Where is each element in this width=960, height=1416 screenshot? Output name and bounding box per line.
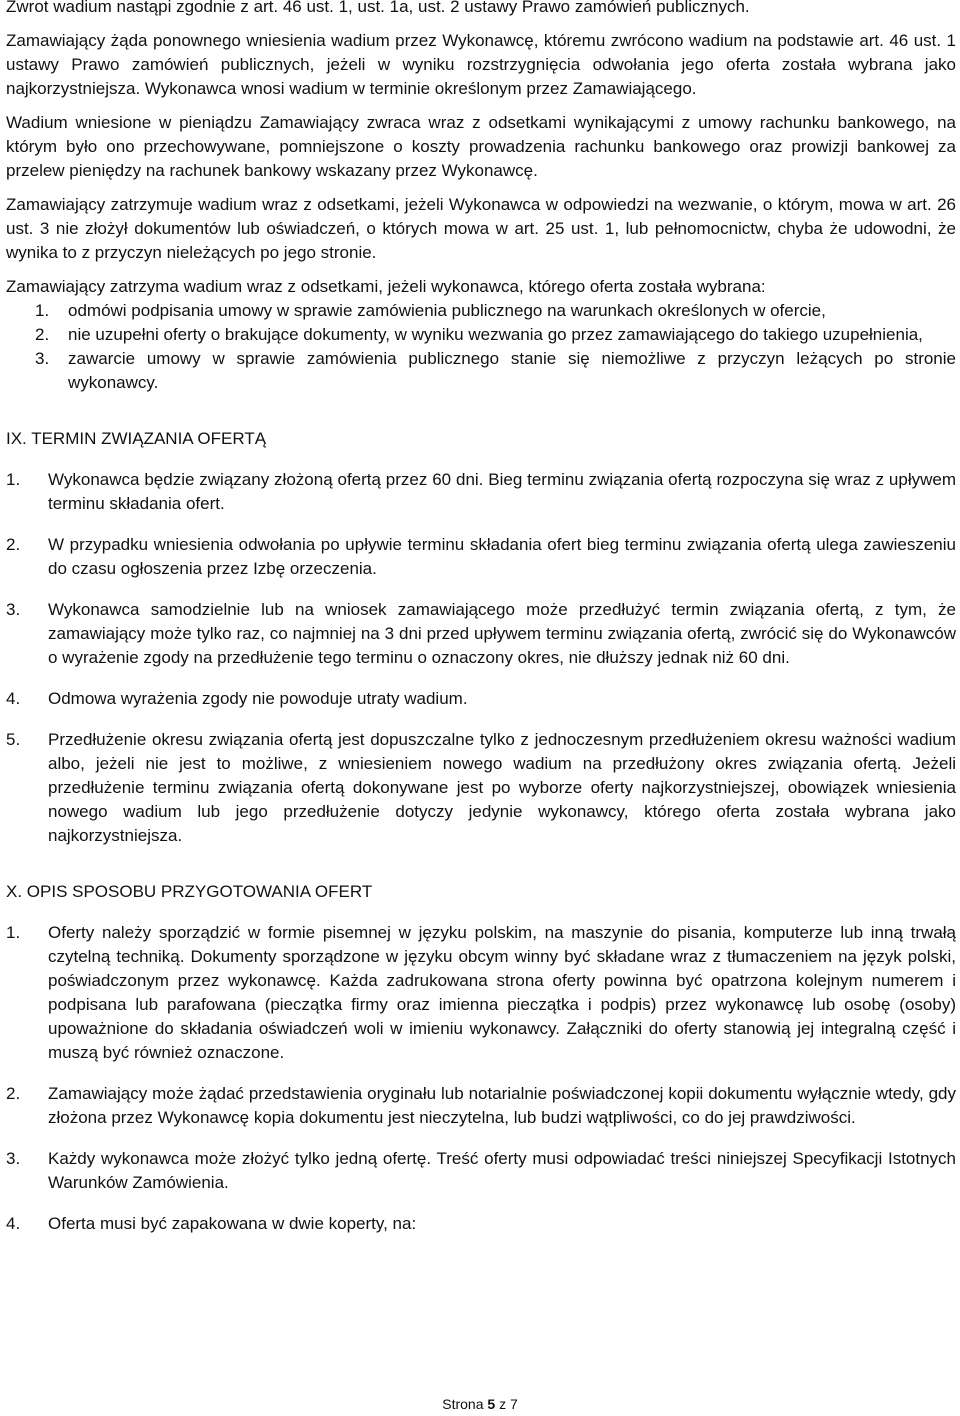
list-item-number: 2.	[6, 535, 21, 554]
paragraph-deposit-return: Zwrot wadium nastąpi zgodnie z art. 46 ust. 1, ust. 1a, ust. 2 ustawy Prawo zamówień publicznych.	[6, 0, 750, 16]
list-item-text: W przypadku wniesienia odwołania po upływie terminu składania ofert bieg terminu związania ofertą ulega zawieszeniu do czasu ogłoszenia przez Izbę orzeczenia.	[48, 535, 956, 578]
list-item	[6, 468, 956, 516]
list-item-text: odmówi podpisania umowy w sprawie zamówienia publicznego na warunkach określonych w ofercie,	[68, 301, 826, 320]
page-total-number: 7	[509, 1396, 518, 1412]
list-item-text: Przedłużenie okresu związania ofertą jest dopuszczalne tylko z jednoczesnym przedłużeniem okresu ważności wadium albo, jeżeli nie jest to możliwe, z wniesieniem nowego wadium na przedłużony okres związania ofertą. Jeżeli przedłużenie terminu związania ofertą dokonywane jest po wyborze oferty najkorzystniejszej, obowiązek wniesienia nowego wadium lub jego przedłużenie dotyczy jedynie wykonawcy, którego oferta została wybrana jako najkorzystniejsza.	[48, 730, 956, 845]
list-item	[6, 533, 956, 581]
paragraph-deposit-retain: Zamawiający zatrzymuje wadium wraz z odsetkami, jeżeli Wykonawca w odpowiedzi na wezwanie, o którym, mowa w art. 26 ust. 3 nie złożył dokumentów lub oświadczeń, o których mowa w art. 25 ust. 1, lub pełnomocnictw, chyba że udowodni, że wynika to z przyczyn nieleżących po jego stronie.	[6, 195, 956, 262]
list-item-number: 3.	[6, 600, 21, 619]
list-item	[6, 347, 956, 395]
list-item	[6, 728, 956, 848]
list-item-number: 4.	[6, 1214, 21, 1233]
list-item-number: 2.	[6, 1084, 21, 1103]
list-item	[6, 299, 956, 323]
list-item	[6, 323, 956, 347]
list-item-text: nie uzupełni oferty o brakujące dokumenty, w wyniku wezwania go przez zamawiającego do takiego uzupełnienia,	[68, 325, 923, 344]
list-item-number: 2.	[35, 325, 50, 344]
list-item-text: Wykonawca samodzielnie lub na wniosek zamawiającego może przedłużyć termin związania ofertą, z tym, że zamawiający może tylko raz, co najmniej na 3 dni przed upływem terminu związania ofertą, zwrócić się do Wykonawców o wyrażenie zgody na przedłużenie tego terminu o oznaczony okres, nie dłuższy jednak niż 60 dni.	[48, 600, 956, 667]
list-item-number: 4.	[6, 689, 21, 708]
section-heading-x: X. OPIS SPOSOBU PRZYGOTOWANIA OFERT	[6, 882, 373, 901]
list-item-text: Odmowa wyrażenia zgody nie powoduje utraty wadium.	[48, 689, 468, 708]
list-item	[6, 1212, 956, 1236]
list-item-text: Wykonawca będzie związany złożoną ofertą przez 60 dni. Bieg terminu związania ofertą rozpoczyna się wraz z upływem terminu składania ofert.	[48, 470, 956, 513]
list-item-text: Zamawiający może żądać przedstawienia oryginału lub notarialnie poświadczonej kopii dokumentu wyłącznie wtedy, gdy złożona przez Wykonawcę kopia dokumentu jest nieczytelna, lub budzi wątpliwości, co do jej prawdziwości.	[48, 1084, 956, 1127]
paragraph-deposit-money: Wadium wniesione w pieniądzu Zamawiający zwraca wraz z odsetkami wynikającymi z umowy rachunku bankowego, na którym było ono przechowywane, pomniejszone o koszty prowadzenia rachunku bankowego oraz prowizji bankowej za przelew pieniędzy na rachunek bankowy wskazany przez Wykonawcę.	[6, 113, 956, 180]
list-item-number: 3.	[6, 1149, 21, 1168]
list-item-text: Oferta musi być zapakowana w dwie koperty, na:	[48, 1214, 417, 1233]
list-item-number: 1.	[6, 470, 21, 489]
page-label: Strona	[442, 1396, 484, 1412]
document-body	[6, 0, 956, 1253]
list-item	[6, 687, 956, 711]
section-heading-ix: IX. TERMIN ZWIĄZANIA OFERTĄ	[6, 429, 267, 448]
section-x-list	[6, 921, 956, 1236]
list-item-number: 5.	[6, 730, 21, 749]
list-item-number: 1.	[35, 301, 50, 320]
page-current-number: 5	[487, 1396, 496, 1412]
list-item	[6, 921, 956, 1065]
list-item	[6, 1082, 956, 1130]
list-item-text: zawarcie umowy w sprawie zamówienia publicznego stanie się niemożliwe z przyczyn leżących po stronie wykonawcy.	[68, 349, 956, 392]
section-ix-list	[6, 468, 956, 848]
list-item-number: 3.	[35, 349, 50, 368]
page-separator: z	[499, 1396, 507, 1412]
paragraph-deposit-resubmit: Zamawiający żąda ponownego wniesienia wadium przez Wykonawcę, któremu zwrócono wadium na podstawie art. 46 ust. 1 ustawy Prawo zamówień publicznych, jeżeli w wyniku rozstrzygnięcia odwołania jego oferta została wybrana jako najkorzystniejsza. Wykonawca wnosi wadium w terminie określonym przez Zamawiającego.	[6, 31, 956, 98]
list-item	[6, 1147, 956, 1195]
page-footer	[0, 1395, 960, 1413]
list-item-number: 1.	[6, 923, 21, 942]
list-item-text: Oferty należy sporządzić w formie pisemnej w języku polskim, na maszynie do pisania, komputerze lub inną trwałą czytelną techniką. Dokumenty sporządzone w języku obcym winny być składane wraz z tłumaczeniem na język polski, poświadczonym przez wykonawcę. Każda zadrukowana strona oferty powinna być opatrzona kolejnym numerem i podpisana lub parafowana (pieczątka firmy oraz imienna pieczątka i podpis) przez wykonawcę lub osobę (osoby) upoważnione do składania oświadczeń woli w imieniu wykonawcy. Załączniki do oferty stanowią jej integralną część i muszą być również oznaczone.	[48, 923, 956, 1062]
list-item	[6, 598, 956, 670]
paragraph-deposit-retain-conditions: Zamawiający zatrzyma wadium wraz z odsetkami, jeżeli wykonawca, którego oferta została wybrana:	[6, 277, 766, 296]
list-item-text: Każdy wykonawca może złożyć tylko jedną ofertę. Treść oferty musi odpowiadać treści niniejszej Specyfikacji Istotnych Warunków Zamówienia.	[48, 1149, 956, 1192]
retain-conditions-list	[6, 299, 956, 395]
